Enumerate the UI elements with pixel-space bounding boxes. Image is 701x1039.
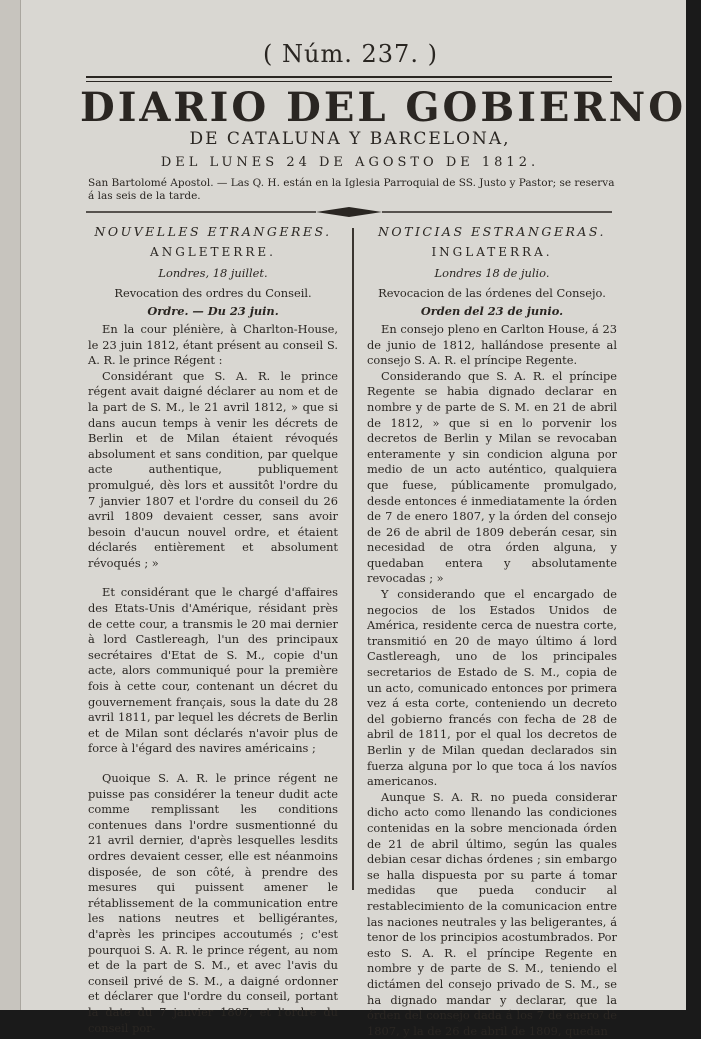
paragraph: Considerando que S. A. R. el príncipe Regente se habia dignado declarar en nombre y de parte de S. M. en 21 de abril de 1812, » que si en lo porvenir los decretos de Berlin y Milan se revocaban enteramente y sin condicion alguna por medio de un acto auténtico, qualquiera que fuese, públicamente promulgado, desde entonces é inmediatamente la órden de 7 de enero 1807, y la órden del consejo de 26 de abril de 1809 deberán cesar, sin necesidad de otra órden alguna, y quedaban entera y absolutamente revocadas ; »: [367, 368, 617, 586]
top-rule-thin: [86, 81, 612, 82]
french-column: [88, 224, 338, 1036]
article-heading: Revocacion de las órdenes del Consejo.: [378, 285, 606, 300]
country-heading: ANGLETERRE.: [150, 244, 276, 259]
paragraph: Quoique S. A. R. le prince régent ne puisse pas considérer la teneur dudit acte comme remplissant les conditions contenues dans l'ordre susmentionné du 21 avril dernier, d'après lesquelles lesdits ordres devaient cesser, elle est néanmoins disposée, de son côté, à prendre des mesures qui puissent amener le rétablissement de la communication entre les nations neutres et belligérantes, d'après les principes accoutumés ; c'est pourquoi S. A. R. le prince régent, au nom et de la part de S. M., et avec l'avis du conseil privé de S. M., a daigné ordonner et déclarer que l'ordre du conseil, portant la date du 7 janvier 1807, et l'ordre du conseil por-: [88, 771, 338, 1035]
issue-number: ( Núm. 237. ): [263, 40, 438, 68]
top-rule: [86, 76, 612, 78]
paragraph: Aunque S. A. R. no pueda considerar dicho acto como llenando las condiciones contenidas en la sobre mencionada órden de 21 de abril último, según las quales debian cesar dichas órdenes ; sin embargo se halla dispuesta por su parte á tomar medidas que pueda conducir al restablecimiento de la comunicacion entre las naciones neutrales y las beligerantes, á tenor de los principios acostumbrados. Por esto S. A. R. el príncipe Regente en nombre y de parte de S. M., teniendo el dictámen del consejo privado de S. M., se ha dignado mandar y declarar, que la órden del consejo dada á los 7 de enero de 1807, y la de 26 de abril de 1809, quedan: [367, 789, 617, 1038]
paragraph: Et considérant que le chargé d'affaires des Etats-Unis d'Amérique, résidant près de cette cour, a transmis le 20 mai dernier à lord Castlereagh, l'un des principaux secrétaires d'Etat de S. M., copie d'un acte, alors communiqué pour la première fois à cette cour, contenant un décret du gouvernement français, sous la date du 28 avril 1811, par lequel les décrets de Berlin et de Milan sont déclarés n'avoir plus de force à l'égard des navires américains ;: [88, 585, 338, 756]
spanish-column: [367, 224, 617, 1039]
order-heading: Orden del 23 de junio.: [420, 304, 564, 319]
paragraph: Y considerando que el encargado de negocios de los Estados Unidos de América, residente cerca de nuestra corte, transmitió en 20 de mayo último á lord Castlereagh, uno de los principales secretarios de Estado de S. M., copia de un acto, comunicado entonces por primera vez á esta corte, conteniendo un decreto del gobierno francés con fecha de 28 de abril de 1811, por el qual los decretos de Berlin y de Milan quedan declarados sin fuerza alguna por lo que toca á los navíos americanos.: [367, 587, 617, 789]
dateline: Londres 18 de julio.: [434, 266, 550, 281]
column-header: NOUVELLES ETRANGERES.: [94, 224, 332, 239]
previous-page-edge: [0, 0, 21, 1010]
paragraph: En la cour plénière, à Charlton-House, le 23 juin 1812, étant présent au conseil S. A. R. le prince Régent :: [88, 321, 338, 368]
dateline: Londres, 18 juillet.: [158, 266, 268, 281]
country-heading: INGLATERRA.: [431, 244, 553, 259]
paragraph: En consejo pleno en Carlton House, á 23 de junio de 1812, hallándose presente al consejo S. A. R. el príncipe Regente.: [367, 321, 617, 368]
column-header: NOTICIAS ESTRANGERAS.: [377, 224, 607, 239]
article-heading: Revocation des ordres du Conseil.: [114, 285, 312, 300]
newspaper-title: DIARIO DEL GOBIERNO: [80, 84, 687, 131]
issue-date: DEL LUNES 24 DE AGOSTO DE 1812.: [160, 155, 540, 170]
order-heading: Ordre. — Du 23 juin.: [147, 304, 279, 319]
newspaper-subtitle: DE CATALUNA Y BARCELONA,: [189, 129, 511, 149]
paragraph: Considérant que S. A. R. le prince régent avait daigné déclarer au nom et de la part de S. M., le 21 avril 1812, » que si dans aucun temps à venir les décrets de Berlin et de Milan étaient révoqués absolument et sans condition, par quelque acte authentique, publiquement promulgué, dès lors et aussitôt l'ordre du 7 janvier 1807 et l'ordre du conseil du 26 avril 1809 devaient cesser, sans avoir besoin d'aucun nouvel ordre, et étaient déclarés entièrement et absolument révoqués ; »: [88, 368, 338, 570]
ornamental-divider: [86, 206, 612, 218]
saint-notice: San Bartolomé Apostol. — Las Q. H. están en la Iglesia Parroquial de SS. Justo y Pastor; se reserva á las seis de la tarde.: [88, 177, 615, 202]
column-divider: [352, 228, 354, 890]
